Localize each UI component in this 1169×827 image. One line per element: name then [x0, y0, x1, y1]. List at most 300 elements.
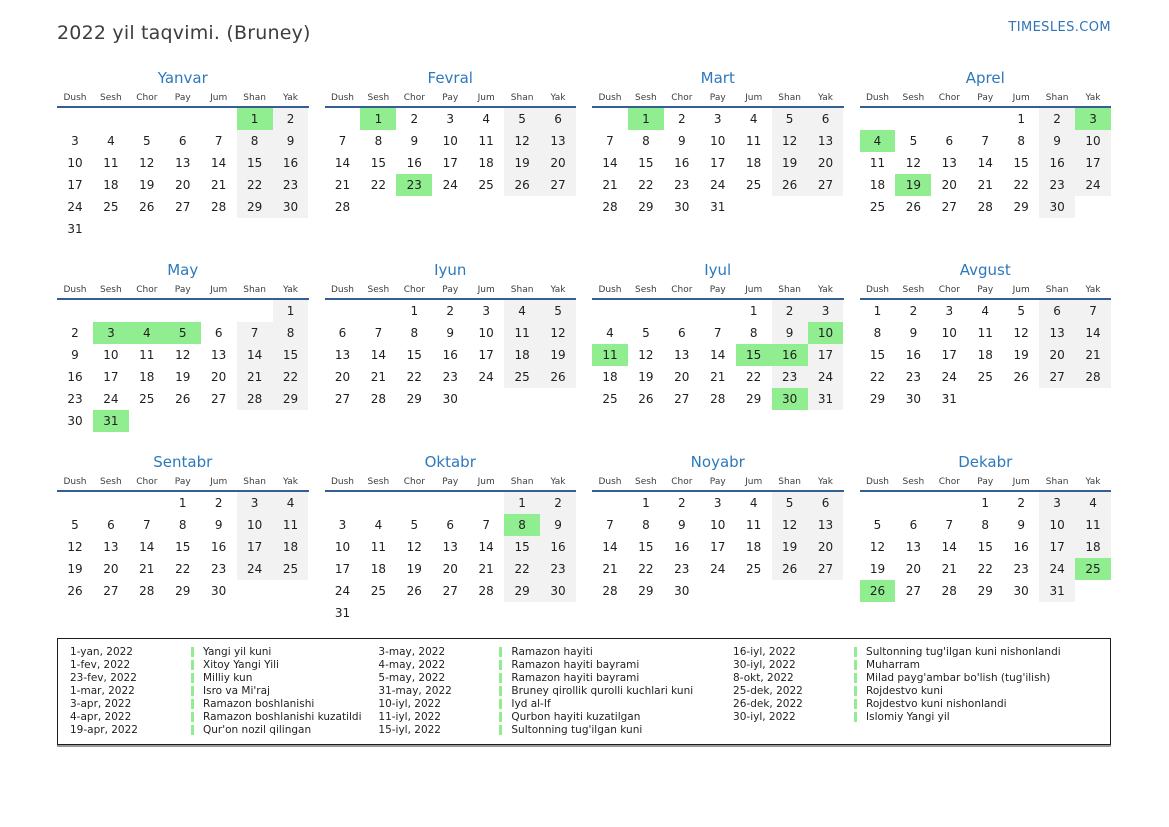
day-cell-noyabr-6: 6 — [808, 492, 844, 514]
day-cell-may-16: 16 — [67, 370, 83, 384]
day-cell-empty — [93, 218, 129, 240]
legend-label: Xitoy Yangi Yili — [203, 658, 279, 671]
day-cell-iyul-21: 21 — [710, 370, 726, 384]
day-cell-empty — [931, 602, 967, 624]
day-cell-fevral-20: 20 — [540, 152, 576, 174]
weekday-label-yak: Yak — [283, 93, 299, 103]
day-cell-empty — [1003, 218, 1039, 240]
day-cell-yanvar-15: 15 — [237, 152, 273, 174]
weekday-label-sesh: Sesh — [902, 93, 925, 103]
day-cell-aprel-22: 22 — [1013, 178, 1029, 192]
day-cell-iyul-28: 28 — [710, 392, 726, 406]
day-cell-yanvar-7: 7 — [214, 134, 223, 148]
day-cell-empty — [1039, 602, 1075, 624]
weekday-label-sesh: Sesh — [635, 285, 657, 295]
day-cell-mart-25: 25 — [746, 178, 762, 192]
days-grid-oktabr — [325, 492, 577, 624]
day-cell-iyul-15: 15 — [736, 344, 772, 366]
day-cell-iyul-1: 1 — [749, 304, 758, 318]
weekday-label-jum: Jum — [210, 93, 228, 103]
day-cell-noyabr-23: 23 — [674, 562, 690, 576]
day-cell-mart-21: 21 — [602, 178, 618, 192]
day-cell-fevral-5: 5 — [504, 108, 540, 130]
day-cell-iyul-8: 8 — [749, 326, 758, 340]
day-cell-dekabr-21: 21 — [941, 562, 957, 576]
day-cell-sentabr-19: 19 — [67, 562, 83, 576]
day-cell-empty — [504, 410, 540, 432]
weekday-label-dush: Dush — [865, 477, 889, 487]
weekday-label-shan: Shan — [778, 477, 801, 487]
day-cell-mart-19: 19 — [772, 152, 808, 174]
day-cell-empty — [808, 218, 844, 240]
day-cell-may-27: 27 — [211, 392, 227, 406]
weekday-label-pay: Pay — [709, 477, 726, 487]
day-cell-may-21: 21 — [237, 366, 273, 388]
day-cell-aprel-10: 10 — [1075, 130, 1111, 152]
day-cell-oktabr-9: 9 — [540, 514, 576, 536]
day-cell-dekabr-23: 23 — [1013, 562, 1029, 576]
day-cell-may-1: 1 — [273, 300, 309, 322]
day-cell-avgust-2: 2 — [909, 304, 918, 318]
day-cell-mart-26: 26 — [772, 174, 808, 196]
weekday-header-row — [325, 477, 577, 492]
days-grid-avgust — [860, 300, 1112, 432]
day-cell-dekabr-25: 25 — [1075, 558, 1111, 580]
day-cell-iyun-15: 15 — [406, 348, 422, 362]
day-cell-avgust-24: 24 — [941, 370, 957, 384]
legend-column-3 — [733, 645, 1098, 736]
day-cell-yanvar-4: 4 — [107, 134, 115, 148]
day-cell-empty — [57, 300, 93, 322]
day-cell-aprel-28: 28 — [977, 200, 993, 214]
weekday-label-yak: Yak — [550, 93, 566, 103]
day-cell-aprel-8: 8 — [1017, 134, 1025, 148]
day-cell-empty — [468, 388, 504, 410]
weekday-label-shan: Shan — [510, 93, 534, 103]
day-cell-aprel-7: 7 — [981, 134, 990, 148]
day-cell-empty — [808, 196, 844, 218]
weekday-label-shan: Shan — [1045, 477, 1069, 487]
day-cell-dekabr-9: 9 — [1017, 518, 1025, 532]
legend-date: 3-apr, 2022 — [70, 697, 132, 710]
day-cell-empty — [664, 300, 700, 322]
day-cell-iyul-7: 7 — [713, 326, 722, 340]
day-cell-may-20: 20 — [211, 370, 227, 384]
day-cell-fevral-3: 3 — [446, 112, 455, 126]
day-cell-mart-6: 6 — [808, 108, 844, 130]
day-cell-dekabr-10: 10 — [1039, 514, 1075, 536]
day-cell-avgust-29: 29 — [869, 392, 886, 406]
day-cell-empty — [808, 410, 844, 432]
day-cell-iyul-27: 27 — [674, 392, 690, 406]
day-cell-empty — [700, 218, 736, 240]
legend-date: 5-may, 2022 — [378, 671, 446, 684]
legend-label: Ramazon boshlanishi — [203, 697, 315, 710]
day-cell-empty — [93, 300, 129, 322]
weekday-label-pay: Pay — [442, 285, 459, 295]
day-cell-empty — [360, 492, 396, 514]
day-cell-iyun-25: 25 — [504, 366, 540, 388]
month-title-aprel: Aprel — [965, 69, 1005, 87]
legend-label: Milad payg'ambar bo'lish (tug'ilish) — [866, 671, 1051, 684]
day-cell-iyun-2: 2 — [446, 304, 455, 318]
day-cell-empty — [325, 108, 361, 130]
month-mart — [592, 69, 844, 240]
day-cell-avgust-21: 21 — [1075, 344, 1111, 366]
day-cell-empty — [592, 410, 628, 432]
day-cell-empty — [700, 300, 736, 322]
day-cell-sentabr-25: 25 — [273, 558, 309, 580]
day-cell-empty — [1003, 410, 1039, 432]
weekday-label-pay: Pay — [442, 93, 459, 103]
holiday-marker-icon — [191, 660, 194, 670]
day-cell-empty — [1003, 602, 1039, 624]
day-cell-avgust-1: 1 — [873, 304, 882, 318]
day-cell-mart-28: 28 — [602, 200, 618, 214]
day-cell-sentabr-13: 13 — [103, 540, 119, 554]
legend-label: Qurbon hayiti kuzatilgan — [511, 710, 641, 723]
day-cell-aprel-19: 19 — [895, 174, 931, 196]
months-grid — [57, 69, 1111, 624]
holiday-marker-icon — [191, 699, 194, 709]
day-cell-empty — [772, 602, 808, 624]
weekday-label-yak: Yak — [1085, 93, 1101, 103]
day-cell-empty — [129, 602, 165, 624]
legend-row — [70, 684, 378, 697]
day-cell-may-28: 28 — [237, 388, 273, 410]
day-cell-empty — [967, 108, 1003, 130]
weekday-header-row — [860, 93, 1112, 108]
day-cell-iyun-16: 16 — [442, 348, 458, 362]
day-cell-sentabr-27: 27 — [103, 584, 119, 598]
holiday-marker-icon — [191, 673, 194, 683]
day-cell-avgust-14: 14 — [1075, 322, 1111, 344]
legend-row — [70, 723, 378, 736]
day-cell-may-2: 2 — [71, 326, 79, 340]
days-grid-mart — [592, 108, 844, 240]
legend-date: 4-apr, 2022 — [70, 710, 132, 723]
day-cell-aprel-25: 25 — [869, 200, 886, 214]
day-cell-yanvar-16: 16 — [273, 152, 309, 174]
day-cell-fevral-26: 26 — [504, 174, 540, 196]
weekday-label-sesh: Sesh — [367, 285, 390, 295]
day-cell-dekabr-13: 13 — [905, 540, 922, 554]
day-cell-sentabr-22: 22 — [175, 562, 191, 576]
day-cell-noyabr-12: 12 — [772, 514, 808, 536]
day-cell-mart-2: 2 — [677, 112, 686, 126]
weekday-label-sesh: Sesh — [100, 285, 122, 295]
weekday-label-dush: Dush — [865, 285, 889, 295]
day-cell-mart-17: 17 — [710, 156, 726, 170]
legend-date: 11-iyl, 2022 — [378, 710, 441, 723]
weekday-label-dush: Dush — [865, 93, 889, 103]
day-cell-may-26: 26 — [175, 392, 191, 406]
day-cell-noyabr-2: 2 — [677, 496, 686, 510]
day-cell-sentabr-24: 24 — [237, 558, 273, 580]
day-cell-sentabr-7: 7 — [142, 518, 151, 532]
day-cell-empty — [967, 388, 1003, 410]
day-cell-fevral-1: 1 — [360, 108, 396, 130]
day-cell-avgust-11: 11 — [977, 326, 993, 340]
day-cell-noyabr-13: 13 — [808, 514, 844, 536]
day-cell-empty — [129, 300, 165, 322]
weekday-label-pay: Pay — [174, 477, 191, 487]
day-cell-dekabr-18: 18 — [1075, 536, 1111, 558]
day-cell-oktabr-25: 25 — [370, 584, 387, 598]
day-cell-empty — [432, 218, 468, 240]
day-cell-iyun-26: 26 — [540, 366, 576, 388]
legend-row — [70, 645, 378, 658]
day-cell-iyul-23: 23 — [772, 366, 808, 388]
day-cell-empty — [360, 196, 396, 218]
day-cell-oktabr-15: 15 — [504, 536, 540, 558]
day-cell-aprel-24: 24 — [1075, 174, 1111, 196]
day-cell-empty — [57, 602, 93, 624]
day-cell-iyun-24: 24 — [478, 370, 494, 384]
day-cell-fevral-7: 7 — [338, 134, 347, 148]
day-cell-iyun-5: 5 — [540, 300, 576, 322]
day-cell-avgust-23: 23 — [905, 370, 922, 384]
day-cell-dekabr-14: 14 — [941, 540, 957, 554]
day-cell-dekabr-30: 30 — [1013, 584, 1029, 598]
day-cell-yanvar-14: 14 — [211, 156, 227, 170]
day-cell-empty — [700, 580, 736, 602]
month-title-mart: Mart — [700, 69, 735, 87]
day-cell-empty — [325, 492, 361, 514]
weekday-header-row — [592, 285, 844, 300]
day-cell-empty — [273, 580, 309, 602]
month-title-iyun: Iyun — [434, 261, 467, 279]
weekday-label-jum: Jum — [210, 285, 228, 295]
day-cell-may-8: 8 — [273, 322, 309, 344]
day-cell-noyabr-21: 21 — [602, 562, 618, 576]
weekday-label-chor: Chor — [671, 93, 693, 103]
day-cell-iyun-1: 1 — [410, 304, 419, 318]
day-cell-noyabr-22: 22 — [638, 562, 654, 576]
day-cell-avgust-28: 28 — [1075, 366, 1111, 388]
day-cell-yanvar-30: 30 — [273, 196, 309, 218]
day-cell-sentabr-29: 29 — [175, 584, 191, 598]
day-cell-yanvar-2: 2 — [273, 108, 309, 130]
day-cell-yanvar-24: 24 — [67, 200, 83, 214]
day-cell-iyun-19: 19 — [540, 344, 576, 366]
day-cell-iyun-9: 9 — [446, 326, 455, 340]
weekday-label-chor: Chor — [671, 477, 693, 487]
month-iyul — [592, 261, 844, 432]
day-cell-iyul-16: 16 — [772, 344, 808, 366]
day-cell-yanvar-27: 27 — [175, 200, 191, 214]
legend-label: Ramazon hayiti bayrami — [511, 671, 640, 684]
day-cell-empty — [396, 218, 432, 240]
site-link[interactable]: TIMESLES.COM — [1008, 20, 1111, 35]
legend-date: 25-dek, 2022 — [733, 684, 803, 697]
weekday-label-jum: Jum — [1012, 477, 1030, 487]
legend-date: 1-mar, 2022 — [70, 684, 135, 697]
day-cell-mart-27: 27 — [808, 174, 844, 196]
day-cell-avgust-25: 25 — [977, 370, 993, 384]
weekday-label-chor: Chor — [938, 93, 960, 103]
day-cell-empty — [736, 580, 772, 602]
weekday-label-yak: Yak — [818, 285, 834, 295]
day-cell-empty — [237, 410, 273, 432]
weekday-label-jum: Jum — [745, 285, 763, 295]
weekday-label-shan: Shan — [243, 285, 266, 295]
day-cell-aprel-4: 4 — [860, 130, 896, 152]
holiday-marker-icon — [499, 699, 502, 709]
day-cell-aprel-20: 20 — [941, 178, 957, 192]
day-cell-yanvar-19: 19 — [139, 178, 155, 192]
day-cell-aprel-30: 30 — [1039, 196, 1075, 218]
day-cell-iyul-20: 20 — [674, 370, 690, 384]
month-title-yanvar: Yanvar — [157, 69, 208, 87]
day-cell-empty — [432, 410, 468, 432]
weekday-label-yak: Yak — [283, 285, 299, 295]
day-cell-iyun-17: 17 — [478, 348, 494, 362]
weekday-label-dush: Dush — [330, 93, 354, 103]
holiday-marker-icon — [499, 686, 502, 696]
days-grid-iyun — [325, 300, 577, 432]
legend-row — [378, 697, 733, 710]
day-cell-iyun-11: 11 — [504, 322, 540, 344]
day-cell-oktabr-22: 22 — [504, 558, 540, 580]
legend-label: Ramazon hayiti bayrami — [511, 658, 640, 671]
day-cell-empty — [1075, 388, 1111, 410]
legend-date: 1-fev, 2022 — [70, 658, 131, 671]
day-cell-empty — [504, 196, 540, 218]
day-cell-empty — [325, 300, 361, 322]
day-cell-sentabr-30: 30 — [211, 584, 227, 598]
day-cell-empty — [540, 602, 576, 624]
weekday-label-sesh: Sesh — [635, 93, 657, 103]
day-cell-may-29: 29 — [273, 388, 309, 410]
day-cell-mart-20: 20 — [808, 152, 844, 174]
weekday-label-yak: Yak — [550, 477, 566, 487]
day-cell-iyul-11: 11 — [592, 344, 628, 366]
day-cell-fevral-9: 9 — [410, 134, 419, 148]
day-cell-empty — [325, 218, 361, 240]
day-cell-dekabr-4: 4 — [1075, 492, 1111, 514]
day-cell-iyun-22: 22 — [406, 370, 422, 384]
day-cell-oktabr-23: 23 — [540, 558, 576, 580]
days-grid-noyabr — [592, 492, 844, 624]
day-cell-noyabr-27: 27 — [808, 558, 844, 580]
day-cell-dekabr-1: 1 — [981, 496, 990, 510]
day-cell-empty — [325, 410, 361, 432]
day-cell-iyun-20: 20 — [334, 370, 351, 384]
day-cell-iyul-31: 31 — [808, 388, 844, 410]
day-cell-avgust-5: 5 — [1017, 304, 1025, 318]
legend-date: 3-may, 2022 — [378, 645, 446, 658]
day-cell-fevral-28: 28 — [334, 200, 351, 214]
day-cell-fevral-21: 21 — [334, 178, 351, 192]
legend-row — [70, 697, 378, 710]
day-cell-iyul-17: 17 — [808, 344, 844, 366]
day-cell-sentabr-5: 5 — [71, 518, 79, 532]
day-cell-may-23: 23 — [67, 392, 83, 406]
day-cell-noyabr-10: 10 — [710, 518, 726, 532]
weekday-label-dush: Dush — [330, 477, 354, 487]
legend-label: Sultonning tug'ilgan kuni — [511, 723, 643, 736]
day-cell-sentabr-4: 4 — [273, 492, 309, 514]
day-cell-iyul-14: 14 — [710, 348, 726, 362]
day-cell-fevral-10: 10 — [442, 134, 458, 148]
day-cell-may-6: 6 — [214, 326, 223, 340]
holiday-legend — [57, 638, 1111, 745]
day-cell-empty — [628, 218, 664, 240]
day-cell-may-5: 5 — [165, 322, 201, 344]
day-cell-empty — [165, 218, 201, 240]
holiday-marker-icon — [854, 673, 857, 683]
day-cell-avgust-30: 30 — [905, 392, 922, 406]
weekday-label-yak: Yak — [1085, 285, 1101, 295]
day-cell-oktabr-19: 19 — [406, 562, 422, 576]
day-cell-sentabr-26: 26 — [67, 584, 83, 598]
day-cell-empty — [396, 602, 432, 624]
day-cell-mart-10: 10 — [710, 134, 726, 148]
day-cell-noyabr-11: 11 — [746, 518, 762, 532]
day-cell-empty — [396, 410, 432, 432]
day-cell-yanvar-13: 13 — [175, 156, 191, 170]
day-cell-iyul-10: 10 — [808, 322, 844, 344]
day-cell-empty — [360, 218, 396, 240]
day-cell-fevral-18: 18 — [478, 156, 494, 170]
day-cell-iyun-30: 30 — [442, 392, 458, 406]
weekday-label-chor: Chor — [671, 285, 693, 295]
day-cell-dekabr-19: 19 — [869, 562, 886, 576]
day-cell-dekabr-7: 7 — [945, 518, 954, 532]
weekday-label-yak: Yak — [550, 285, 566, 295]
page-header — [57, 16, 1111, 44]
weekday-header-row — [592, 93, 844, 108]
day-cell-empty — [129, 218, 165, 240]
day-cell-yanvar-8: 8 — [237, 130, 273, 152]
day-cell-empty — [432, 196, 468, 218]
legend-date: 1-yan, 2022 — [70, 645, 133, 658]
day-cell-iyun-27: 27 — [334, 392, 351, 406]
day-cell-empty — [165, 410, 201, 432]
day-cell-avgust-19: 19 — [1013, 348, 1029, 362]
day-cell-mart-15: 15 — [638, 156, 654, 170]
day-cell-fevral-2: 2 — [410, 112, 419, 126]
day-cell-oktabr-13: 13 — [442, 540, 458, 554]
day-cell-dekabr-15: 15 — [977, 540, 993, 554]
day-cell-avgust-17: 17 — [941, 348, 957, 362]
legend-label: Isro va Mi'raj — [203, 684, 270, 697]
legend-row — [70, 658, 378, 671]
weekday-header-row — [860, 285, 1112, 300]
day-cell-may-30: 30 — [67, 414, 83, 428]
day-cell-avgust-20: 20 — [1039, 344, 1075, 366]
month-title-dekabr: Dekabr — [958, 453, 1013, 471]
day-cell-dekabr-3: 3 — [1039, 492, 1075, 514]
weekday-label-sesh: Sesh — [100, 93, 122, 103]
day-cell-fevral-14: 14 — [334, 156, 351, 170]
day-cell-iyul-13: 13 — [674, 348, 690, 362]
day-cell-empty — [860, 602, 896, 624]
day-cell-empty — [468, 410, 504, 432]
day-cell-iyul-3: 3 — [808, 300, 844, 322]
weekday-label-pay: Pay — [709, 285, 726, 295]
day-cell-may-24: 24 — [103, 392, 119, 406]
day-cell-may-25: 25 — [139, 392, 155, 406]
legend-row — [378, 710, 733, 723]
day-cell-empty — [93, 108, 129, 130]
day-cell-sentabr-21: 21 — [139, 562, 155, 576]
legend-date: 26-dek, 2022 — [733, 697, 803, 710]
day-cell-empty — [540, 196, 576, 218]
legend-row — [378, 723, 733, 736]
day-cell-empty — [201, 410, 237, 432]
